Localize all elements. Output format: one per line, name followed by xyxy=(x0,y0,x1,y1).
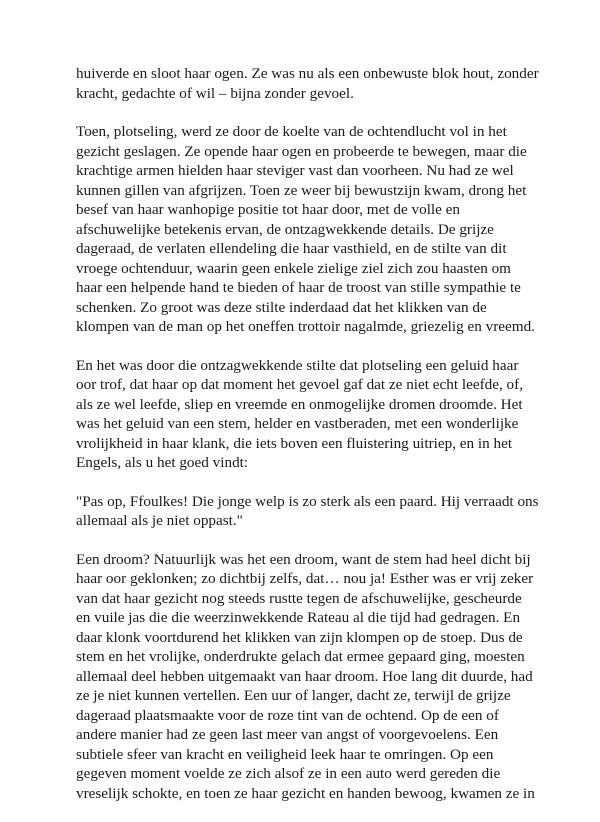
text-line: andere manier had ze geen last meer van angst of voorgevoelens. Een xyxy=(76,726,499,743)
text-line: van dat haar gezicht nog steeds rustte tegen de afschuwelijke, gescheurde xyxy=(76,589,522,607)
text-line: allemaal deel hebben uitgemaakt van haar droom. Hoe lang dit duurde, had xyxy=(76,667,533,685)
text-line: besef van haar wanhopige positie tot haar door, met de volle en xyxy=(76,201,461,218)
text-line: kracht, gedachte of wil – bijna zonder gevoel. xyxy=(76,84,354,102)
text-line: daar klonk voortdurend het klikken van zijn klompen op de stoep. Dus de xyxy=(76,628,523,646)
paragraph-3 xyxy=(76,356,536,473)
paragraph-2 xyxy=(76,122,536,337)
text-line: vreselijk schokte, en toen ze haar gezicht en handen bewoog, kwamen ze in xyxy=(76,784,535,802)
text-line: klompen van de man op het oneffen trottoir nagalmde, griezelig en vreemd. xyxy=(76,318,535,335)
text-line: gegeven moment voelde ze zich alsof ze in een auto werd gereden die xyxy=(76,765,501,782)
text-line: gezicht geslagen. Ze opende haar ogen en probeerde te bewegen, maar die xyxy=(76,142,527,160)
text-line: "Pas op, Ffoulkes! Die jonge welp is zo sterk als een paard. Hij verraadt ons xyxy=(76,492,539,510)
text-line: haar een helpende hand te bieden of haar de troost van stille sympathie te xyxy=(76,279,521,296)
text-line: En het was door die ontzagwekkende stilte dat plotseling een geluid haar xyxy=(76,356,519,374)
text-line: dageraad, de verlaten ellendeling die haar vasthield, en de stilte van dit xyxy=(76,240,507,257)
text-line: was het geluid van een stem, helder en vastberaden, met een wonderlijke xyxy=(76,415,519,432)
text-line: vrolijkheid in haar klank, die iets boven een fluistering uitriep, en in het xyxy=(76,434,513,452)
text-line: schenken. Zo groot was deze stilte inderdaad dat het klikken van de xyxy=(76,298,487,316)
text-line: als ze wel leefde, sliep en vreemde en onmogelijke dromen droomde. Het xyxy=(76,395,523,413)
text-line: krachtige armen hielden haar steviger vast dan voorheen. Nu had ze wel xyxy=(76,162,514,179)
text-line: huiverde en sloot haar ogen. Ze was nu als een onbewuste blok hout, zonder xyxy=(76,65,539,82)
text-line: en vuile jas die die weerzinwekkende Rateau al die tijd had gedragen. En xyxy=(76,609,521,626)
text-line: haar oor geklonken; zo dichtbij zelfs, dat… nou ja! Esther was er vrij zeker xyxy=(76,570,534,587)
paragraph-5 xyxy=(76,550,536,804)
text-line: stem en het vrolijke, onderdrukte gelach dat ermee gepaard ging, moesten xyxy=(76,648,525,665)
paragraph-1 xyxy=(76,64,539,103)
text-line: Engels, als u het goed vindt: xyxy=(76,454,249,471)
text-line: kunnen gillen van afgrijzen. Toen ze weer bij bewustzijn kwam, drong het xyxy=(76,181,527,199)
text-line: Toen, plotseling, werd ze door de koelte van de ochtendlucht vol in het xyxy=(76,123,507,140)
text-line: allemaal als je niet oppast." xyxy=(76,512,243,529)
text-line: ze je niet kunnen vertellen. Een uur of langer, dacht ze, terwijl de grijze xyxy=(76,687,511,704)
text-line: oor trof, dat haar op dat moment het gevoel gaf dat ze niet echt leefde, of, xyxy=(76,376,524,393)
text-line: afschuwelijke betekenis ervan, de ontzagwekkende details. De grijze xyxy=(76,220,494,238)
document-page xyxy=(76,64,539,822)
text-line: dageraad plaatsmaakte voor de roze tint van de ochtend. Op de een of xyxy=(76,706,499,724)
text-line: vroege ochtenduur, waarin geen enkele zielige ziel zich zou haasten om xyxy=(76,259,511,277)
text-line: subtiele sfeer van kracht en veiligheid leek haar te omringen. Op een xyxy=(76,745,494,763)
text-line: Een droom? Natuurlijk was het een droom, want de stem had heel dicht bij xyxy=(76,550,531,568)
paragraph-4-quote xyxy=(76,492,539,531)
